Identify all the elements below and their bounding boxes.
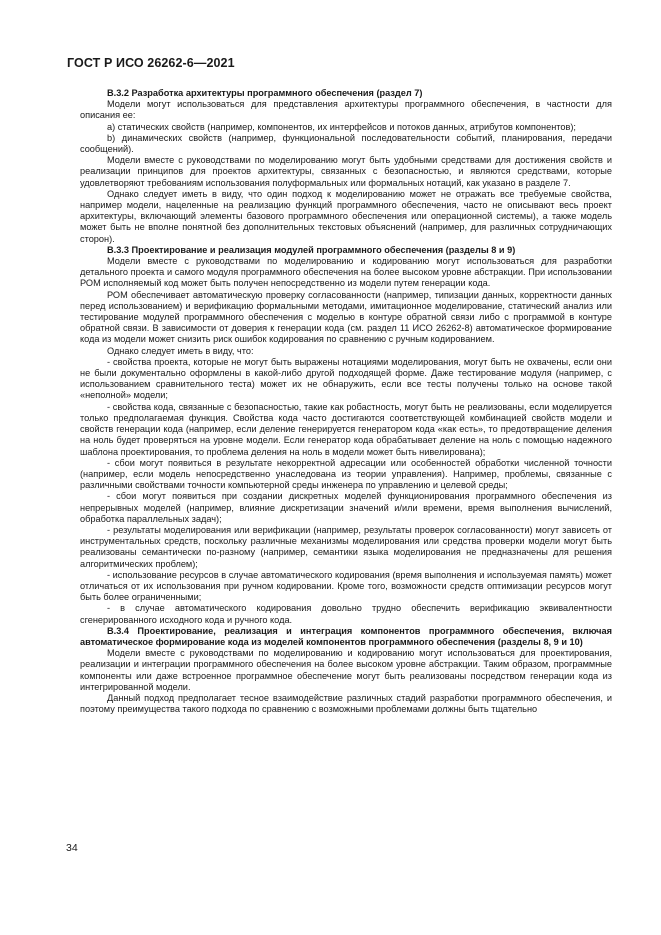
section-heading-b33: B.3.3 Проектирование и реализация модулей программного обеспечения (разделы 8 и 9) [107, 244, 516, 255]
paragraph: Модели вместе с руководствами по моделированию могут быть удобными средствами для достижения свойств и реализации принципов для проектов архитектуры, связанных с безопасностью, и являются средствами, которые удовлетворяют требованиям использования полуформальных или формальных нотаций, как указано в разделе 7. [80, 155, 612, 188]
paragraph: РОМ обеспечивает автоматическую проверку согласованности (например, типизации данных, корректности данных перед использованием) и верификацию формальными методами, имитационное моделирование, статический анализ или тестирование модулей программного обеспечения с моделью в контуре обратной связи либо с программой в контуре обратной связи. В зависимости от доверия к генерации кода (см. раздел 11 ИСО 26262-8) автоматическое формирование кода из модели может снизить риск ошибок кодирования по сравнению с ручным кодированием. [80, 289, 612, 345]
list-item: b) динамических свойств (например, функциональной последовательности событий, планирования, передачи сообщений). [80, 132, 612, 155]
list-item: - использование ресурсов в случае автоматического кодирования (время выполнения и используемая память) может отличаться от их использования при ручном кодировании. Кроме того, возможности средств оптимизации ресурсов могут быть более ограниченными; [80, 569, 612, 603]
paragraph: Однако следует иметь в виду, что один подход к моделированию может не отражать все требуемые свойства, например модели, нацеленные на реализацию функций программного обеспечения, часто не описывают весь проект архитектуры, включающий элементы базового программного обеспечения или операционной системы), а также модель может быть не вполне понятной без дополнительных текстовых объяснений (например, для различных сотрудничающих сторон). [80, 188, 612, 244]
paragraph: Модели вместе с руководствами по моделированию и кодированию могут использоваться для разработки детального проекта и самого модуля программного обеспечения на более высоком уровне абстракции. При использовании РОМ исполняемый код может быть получен непосредственно из модели путем генерации кода. [80, 256, 612, 289]
paragraph: Модели вместе с руководствами по моделированию и кодированию могут использоваться для проектирования, реализации и интеграции программного обеспечения на более высоком уровне абстракции. Таким образом, программные компоненты или даже встроенное программное обеспечение могут быть реализованы посредством генерации кода из интегрированной модели. [80, 648, 612, 692]
list-item: - в случае автоматического кодирования довольно трудно обеспечить верификацию эквивалентности сгенерированного исходного кода и ручного кода. [80, 603, 612, 625]
list-item: - результаты моделирования или верификации (например, результаты проверок согласованности) могут зависеть от инструментальных средств, поскольку различные механизмы моделирования или средства проверки модели могут быть реализованы семантически по-разному (например, семантики языка моделирования не предназначены для решения алгоритмических проблем); [80, 524, 612, 569]
paragraph: Данный подход предполагает тесное взаимодействие различных стадий разработки программного обеспечения, и поэтому преимущества такого подхода по сравнению с возможными проблемами должны быть тщательно [80, 692, 612, 715]
paragraph: Однако следует иметь в виду, что: [107, 345, 254, 356]
document-body [80, 88, 612, 715]
page-number: 34 [66, 842, 78, 854]
list-item: - сбои могут появиться в результате некорректной адресации или особенностей обработки численной точности (например, если модель непосредственно унаследована из теории управления). Например, проблемы, связанные с различными свойствами точности компьютерной среды инженера по управлению и целевой среды; [80, 457, 612, 491]
list-item: а) статических свойств (например, компонентов, их интерфейсов и потоков данных, атрибутов компонентов); [107, 121, 576, 132]
list-item: - сбои могут появиться при создании дискретных моделей функционирования программного обеспечения из непрерывных моделей (например, влияние дискретизации значений и/или времени, время выполнения вычислений, обработка параллельных задач); [80, 491, 612, 524]
paragraph: Модели могут использоваться для представления архитектуры программного обеспечения, в частности для описания ее: [80, 99, 612, 121]
document-header: ГОСТ Р ИСО 26262-6—2021 [67, 56, 235, 70]
section-heading-b32: B.3.2 Разработка архитектуры программного обеспечения (раздел 7) [107, 88, 423, 98]
section-heading-b34: B.3.4 Проектирование, реализация и интеграция компонентов программного обеспечения, включая автоматическое формирование кода из моделей компонентов программного обеспечения (разделы 8, 9 и 10) [80, 625, 612, 647]
list-item: - свойства кода, связанные с безопасностью, такие как робастность, могут быть не реализованы, если моделируется только предполагаемая функция. Свойства кода часто достигаются соответствующей комбинацией свойств модели и свойств генерации кода (например, если деление генерируется генератором кода «как есть», то предотвращение деления на ноль будет проверяться на уровне модели. Если генератор кода обрабатывает деление на ноль с помощью надежного шаблона проектирования, то проблема деления на ноль в модели может быть нивелирована); [80, 401, 612, 457]
list-item: - свойства проекта, которые не могут быть выражены нотациями моделирования, могут быть не охвачены, если они не были документально оформлены в какой-либо другой подходящей форме. Даже тестирование модуля (например, с использованием сравнительного теста) может их не обнаружить, если все тесты получены только на основе такой «неполной» модели; [80, 356, 612, 401]
